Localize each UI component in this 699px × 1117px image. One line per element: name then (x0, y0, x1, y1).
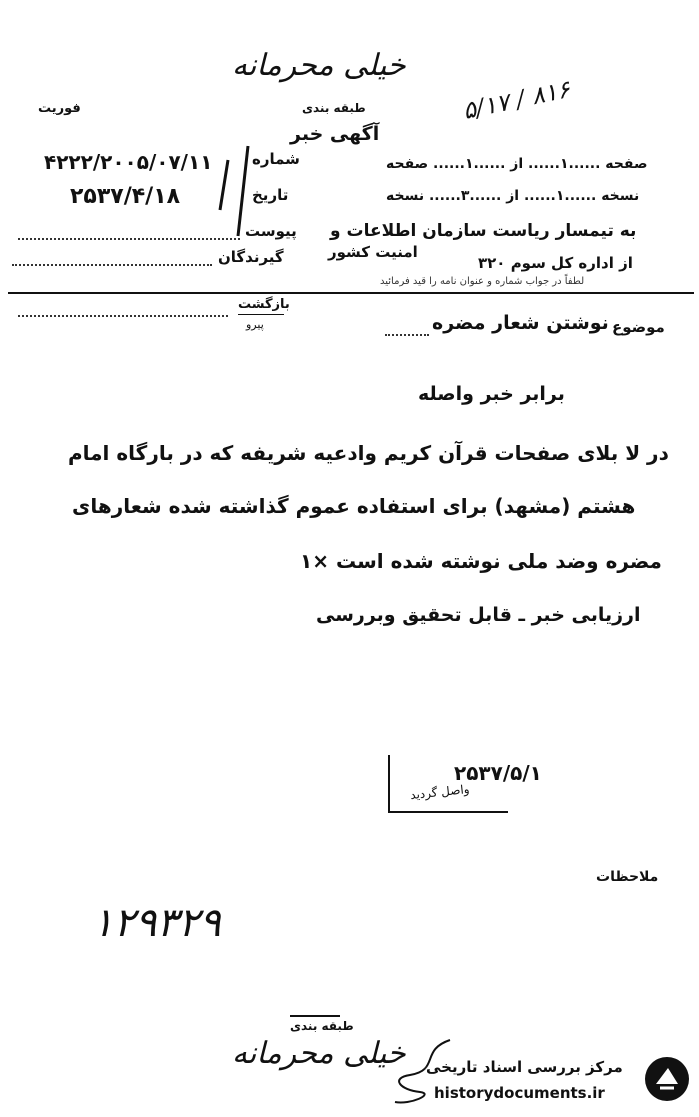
footer-divider (290, 1015, 340, 1017)
received-stamp (388, 755, 624, 817)
footer-classification-label: طبقه بندی (290, 1019, 354, 1033)
stamp-note: لطفاً در جواب شماره و عنوان نامه را قید فرمائید (380, 276, 585, 287)
date-label: تاریخ (252, 186, 289, 204)
attachment-label: پیوست (245, 222, 297, 240)
body-line-1: در لا بلای صفحات قرآن کریم وادعیه شریفه که در بارگاه امام (68, 441, 669, 465)
watermark-logo-icon (642, 1054, 692, 1104)
return-label: بازگشت (238, 297, 290, 312)
handwritten-archive-number: ۱۲۹۳۲۹ (92, 900, 221, 946)
remarks-label: ملاحظات (596, 869, 659, 885)
page-row: صفحه ......۱...... از ......۱...... صفحه (386, 156, 648, 172)
subject-label: موضوع (612, 318, 665, 336)
doc-type: آگهی خبر (290, 123, 380, 145)
classification-top: خیلی محرمانه (232, 48, 406, 83)
recipients-label: گیرندگان (218, 248, 284, 266)
classification-label: طبقه بندی (302, 101, 366, 115)
header-divider (8, 292, 694, 294)
date-value: ۲۵۳۷/۴/۱۸ (70, 184, 181, 209)
body-line-2: هشتم (مشهد) برای استفاده عموم گذاشته شده شعارهای (72, 494, 636, 518)
stamp-bottom-border (388, 811, 508, 813)
body-line-3: مضره وضد ملی نوشته شده است ×۱ (300, 549, 662, 573)
ref-divider (238, 314, 284, 315)
to-line-2: امنیت کشور (328, 243, 418, 261)
subject-value: نوشتن شعار مضره (432, 312, 609, 334)
subject-dots (385, 322, 429, 336)
stamp-text: واصل گردید (409, 781, 471, 803)
stamp-date: ۲۵۳۷/۵/۱ (454, 761, 542, 785)
body-intro: برابر خبر واصله (418, 383, 565, 405)
return-dots (18, 303, 228, 317)
margin-note: ۸۱۶ / ۵/۱۷ (460, 74, 573, 126)
from-line: از اداره کل سوم ۳۲۰ (478, 254, 633, 272)
to-line-1: به تیمسار ریاست سازمان اطلاعات و (330, 221, 637, 241)
watermark (420, 1050, 695, 1112)
number-value: ۴۲۲۲/۲۰۰۵/۰۷/۱۱ (44, 150, 213, 174)
body-assessment: ارزیابی خبر ـ قابل تحقیق وبررسی (316, 604, 641, 626)
watermark-url: historydocuments.ir (434, 1084, 605, 1102)
footer-classification: خیلی محرمانه (232, 1036, 406, 1071)
recipients-dots (12, 252, 212, 266)
stamp-left-border (388, 755, 390, 811)
attachment-dots (18, 226, 240, 240)
watermark-title: مرکز بررسی اسناد تاریخی (426, 1058, 623, 1076)
copy-row: نسخه ......۱...... از ......۳...... نسخه (386, 188, 640, 204)
number-label: شماره (252, 150, 300, 168)
priority-label: فوریت (38, 101, 81, 116)
follow-label: پیرو (246, 318, 264, 331)
